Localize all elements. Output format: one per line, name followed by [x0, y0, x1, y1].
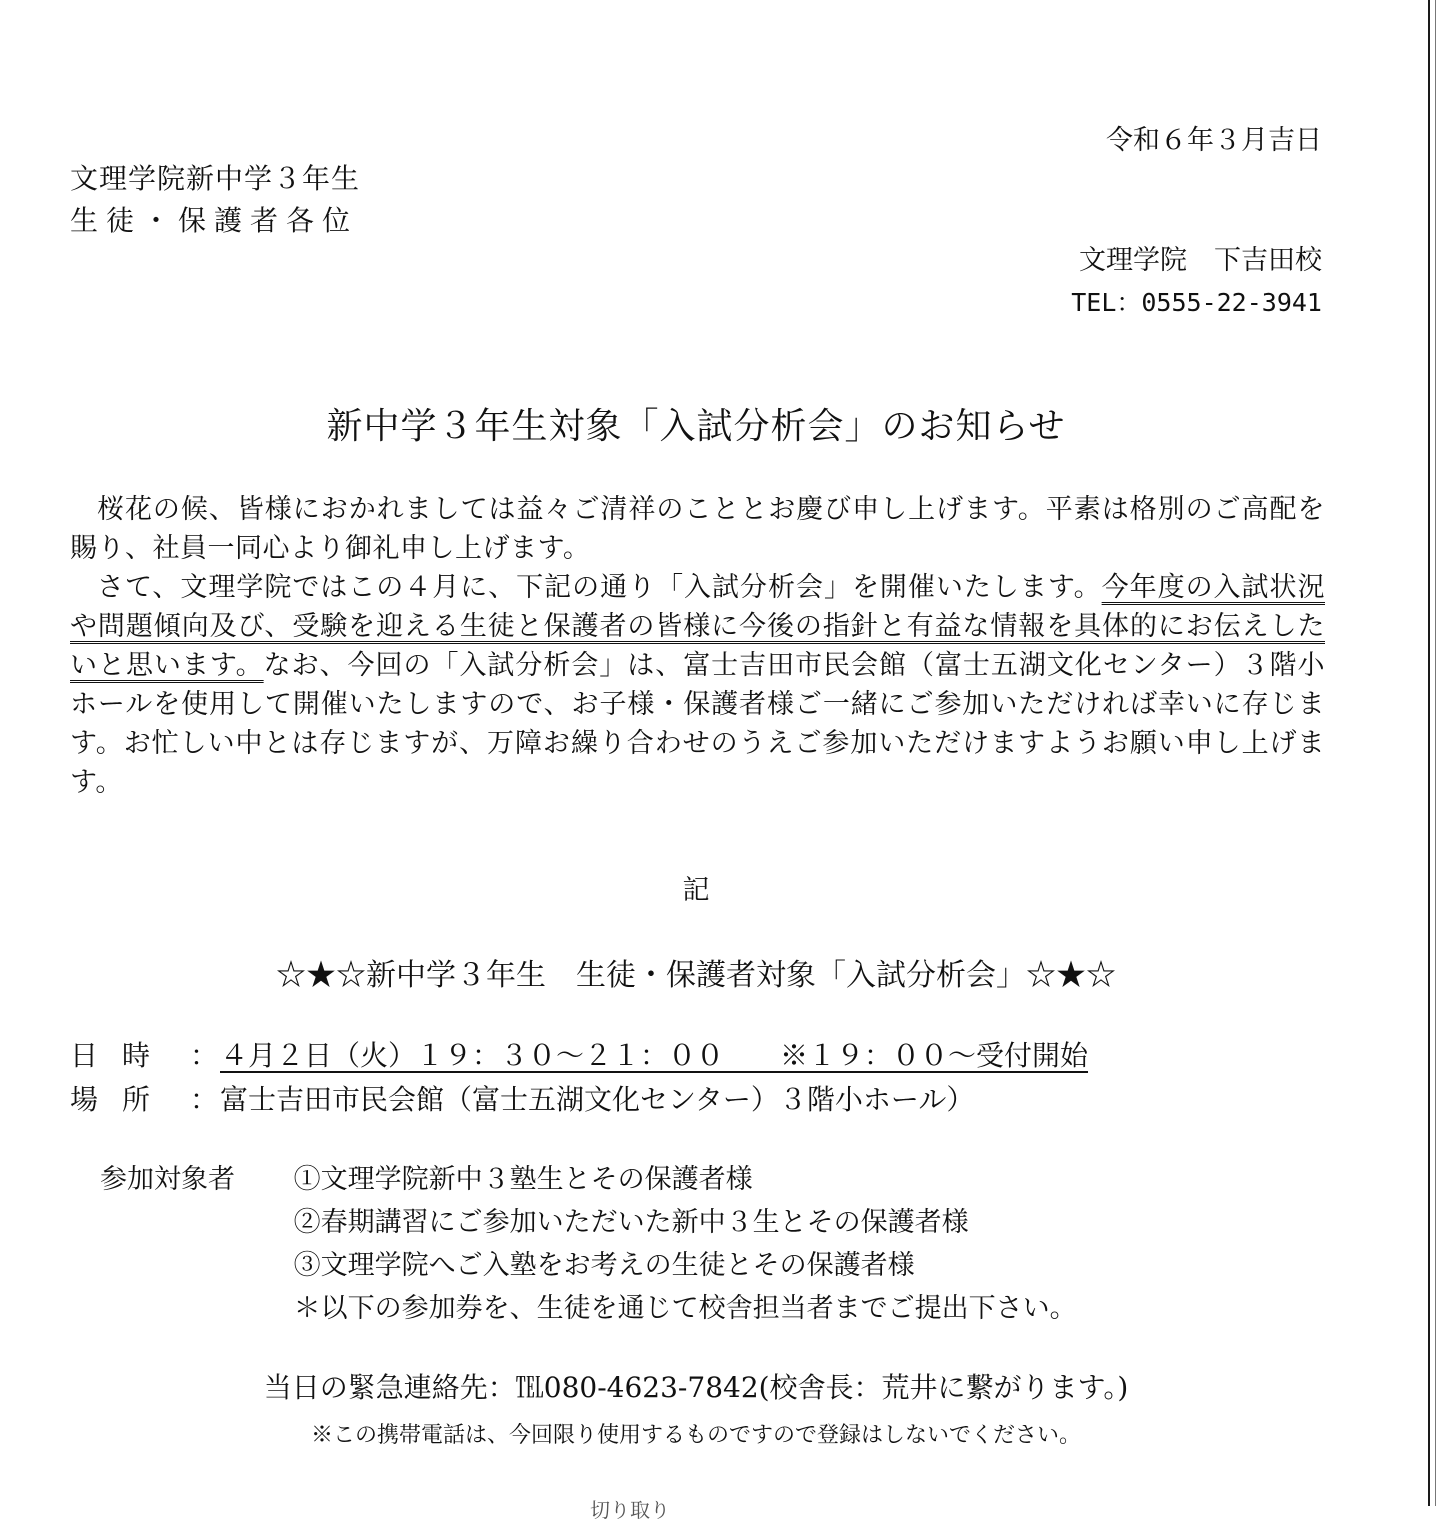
sender-name: 文理学院 下吉田校	[1079, 245, 1322, 276]
date-value: ４月２日（火）１９：３０～２１：００ ※１９：００～受付開始	[220, 1039, 1089, 1072]
body-text	[70, 490, 1325, 802]
body-paragraph-2-underlined: 今年度の入試状況や問題傾向及び、受験を迎える生徒と保護者の皆様に今後の指針と有益な情報を具体的にお伝えしたいと思います。	[70, 572, 1325, 681]
ki-heading: 記	[682, 875, 710, 906]
participants-list	[294, 1158, 1077, 1330]
place-colon: ：	[190, 1083, 219, 1116]
issue-date: 令和６年３月吉日	[1106, 125, 1322, 156]
body-paragraph-2	[70, 568, 1325, 802]
list-item: ③文理学院へご入塾をお考えの生徒とその保護者様	[293, 1250, 915, 1281]
recipient-line-1: 文理学院新中学３年生	[70, 162, 361, 195]
body-paragraph-2-intro: さて、文理学院ではこの４月に、下記の通り「入試分析会」を開催いたします。	[97, 572, 1102, 603]
phone-note: ※この携帯電話は、今回限り使用するものですので登録はしないでください。	[310, 1423, 1081, 1448]
recipients	[70, 158, 360, 242]
sender-tel: TEL：0555-22-3941	[1071, 288, 1322, 317]
list-item: ＊以下の参加券を、生徒を通じて校舎担当者までご提出下さい。	[293, 1293, 1077, 1324]
document-title: 新中学３年生対象「入試分析会」のお知らせ	[326, 406, 1066, 447]
participants-label: 参加対象者	[100, 1164, 235, 1195]
cut-line-text: 切り取り	[590, 1498, 670, 1522]
recipient-line-2: 生徒・保護者各位	[70, 204, 359, 237]
participants-block	[100, 1158, 1077, 1330]
list-item: ①文理学院新中３塾生とその保護者様	[293, 1164, 753, 1195]
detail-row-place	[70, 1078, 974, 1118]
list-item: ②春期講習にご参加いただいた新中３生とその保護者様	[293, 1207, 969, 1238]
place-value: 富士吉田市民会館（富士五湖文化センター）３階小ホール）	[220, 1083, 975, 1116]
date-colon: ：	[190, 1039, 219, 1072]
page-edge-line-thin	[1435, 0, 1436, 1506]
sender-block	[1071, 240, 1322, 324]
page-edge-line	[1428, 0, 1430, 1506]
event-title: ☆★☆新中学３年生 生徒・保護者対象「入試分析会」☆★☆	[276, 958, 1116, 993]
detail-row-date	[70, 1034, 1088, 1074]
body-paragraph-2-rest: なお、今回の「入試分析会」は、富士吉田市民会館（富士五湖文化センター）３階小ホールを使用して開催いたしますので、お子様・保護者様ご一緒にご参加いただければ幸いに存じます。お忙しい中とは存じますが、万障お繰り合わせのうえご参加いただけますようお願い申し上げます。	[70, 650, 1325, 798]
body-paragraph-1: 桜花の候、皆様におかれましては益々ご清祥のこととお慶び申し上げます。平素は格別のご高配を賜り、社員一同心より御礼申し上げます。	[70, 494, 1325, 564]
place-label: 場所	[70, 1083, 175, 1116]
emergency-contact: 当日の緊急連絡先：℡080-4623-7842(校舎長：荒井に繋がります。)	[263, 1371, 1129, 1404]
date-label: 日時	[70, 1039, 175, 1072]
